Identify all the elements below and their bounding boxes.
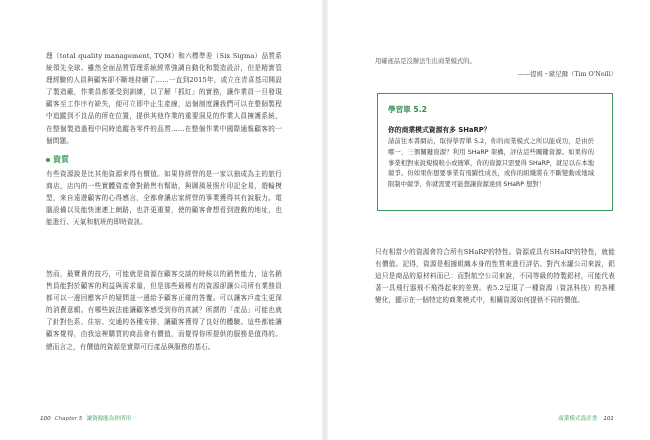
page-number-right: 101 [603,416,614,422]
body-paragraph-1: 理（total quality management, TQM）和六標準差（Six Sigma）品質系統領先全球。雖然全面品質管理系統經常強調自動化和製造設計，但是精實管理經驗的人員與顧客卻不斷地持續了……一直到2015年，或立在青喜基司開設了製造廠，作業員都要受到訓練，以了解「抓紅」的實務，讓作業員一旦發現顧客至工作序有缺失，便可立即中止生產線，這個制度讓我們可以在整個製程中追蹤到不良品的所在位置，提供其他作業的重要洞見的作業人員擁護系統，在整個製造過程中同時追蹤各零件的品質……在整個作業中國際通報顧客的一個問題。 [46,52,282,145]
epigraph-attribution: ——提姆・歐尼爾（Tim O'Neill） [517,71,617,78]
worksheet-body: 請前往本書網站，取得學習單 5.2，你的商業模式之所以能成功，是由於哪一、三個關鍵資源？利用 SHaRP 架構，評估這些關鍵資源。如果你的事業相對來說規模較小或簡單，你的資源只需要得 SHaRP，就足以在本地競爭。但如果你想要事業有飛躍性成長，或你的組織將在不斷變動或地域限制中競爭，你就需要可能想讓資源達到 SHaRP 想對！ [388,138,594,189]
left-folio [40,414,131,422]
section-heading-text: 資質 [53,155,69,164]
right-body-paragraph: 只有相當少的資源會符合所有SHaRP的特性。資源或具有SHaRP的特性，就能有價值。記得，資源是根據組織本身的性質來進行評估。對汽水罐公司來說，鋁這只是商品的原材料而已：而對航空公司來說，不同等級的特製鋁材，可能代表著一具飛行器飛不飛得起來的差異。表5.2呈現了一種資源（資訊科技）的各種變化，顯示在一個特定的商業模式中，相關資源如何提供不同的價值。 [375,248,615,305]
bullet-dot-icon [46,158,50,162]
worksheet-subtitle: 你的商業模式資源有多 SHaRP？ [388,126,491,134]
book-title: 商業模式設計書 [558,416,598,422]
body-paragraph-2: 有些資源說是比其他資源來得有價值。如果你經營的是一家以抽成為主的旅行商店，店內的一些實體資產會對銷售有幫助，與圖風景照片印記全易，遊輪模型，來自遠遊顧客的心得感言，全都會讓店家經營的事業獲得其有說服力。電腦設備以及能快速連上網路，也許更重要，使的顧客會想看到遊戲的地址，也能進行、天氣和航班的即時資訊。 [46,170,282,227]
page-number: 100 [40,416,51,422]
section-heading [46,154,69,165]
chapter-title: 讓資源能為你所用 [86,416,132,422]
body-paragraph-3: 然而，最寶貴的技巧，可能就是資源在顧客交談的時候以的銷售能力，這名銷售員能對於顧客的利益與需求量，但是那些最稀有的資源卻讓公司所有業務員都可以一邊回應客戶的疑問並一邊給予顧客正確的答覆。可以讓客戶產生更深的消費意願。有哪些說法能讓顧客感受到你的真誠？所謂的「產品」可能也就了針對色系、住宿、交通的各種安排，讓顧客獲得了良好的體驗。這些都能讓顧客覺得，由我這裡購買的商品會有價值，而覺得你所提供的服務是值得的。總而言之，有價值的資源是實際可行產品與服務的基石。 [46,270,282,351]
worksheet-title: 學習單 5.2 [388,105,427,114]
chapter-label: Chapter 5 [54,416,83,422]
epigraph-quote: 用確產品是沒辦法生出商業模式的。 [375,58,476,65]
worksheet-box [377,93,613,211]
right-folio [558,414,614,422]
